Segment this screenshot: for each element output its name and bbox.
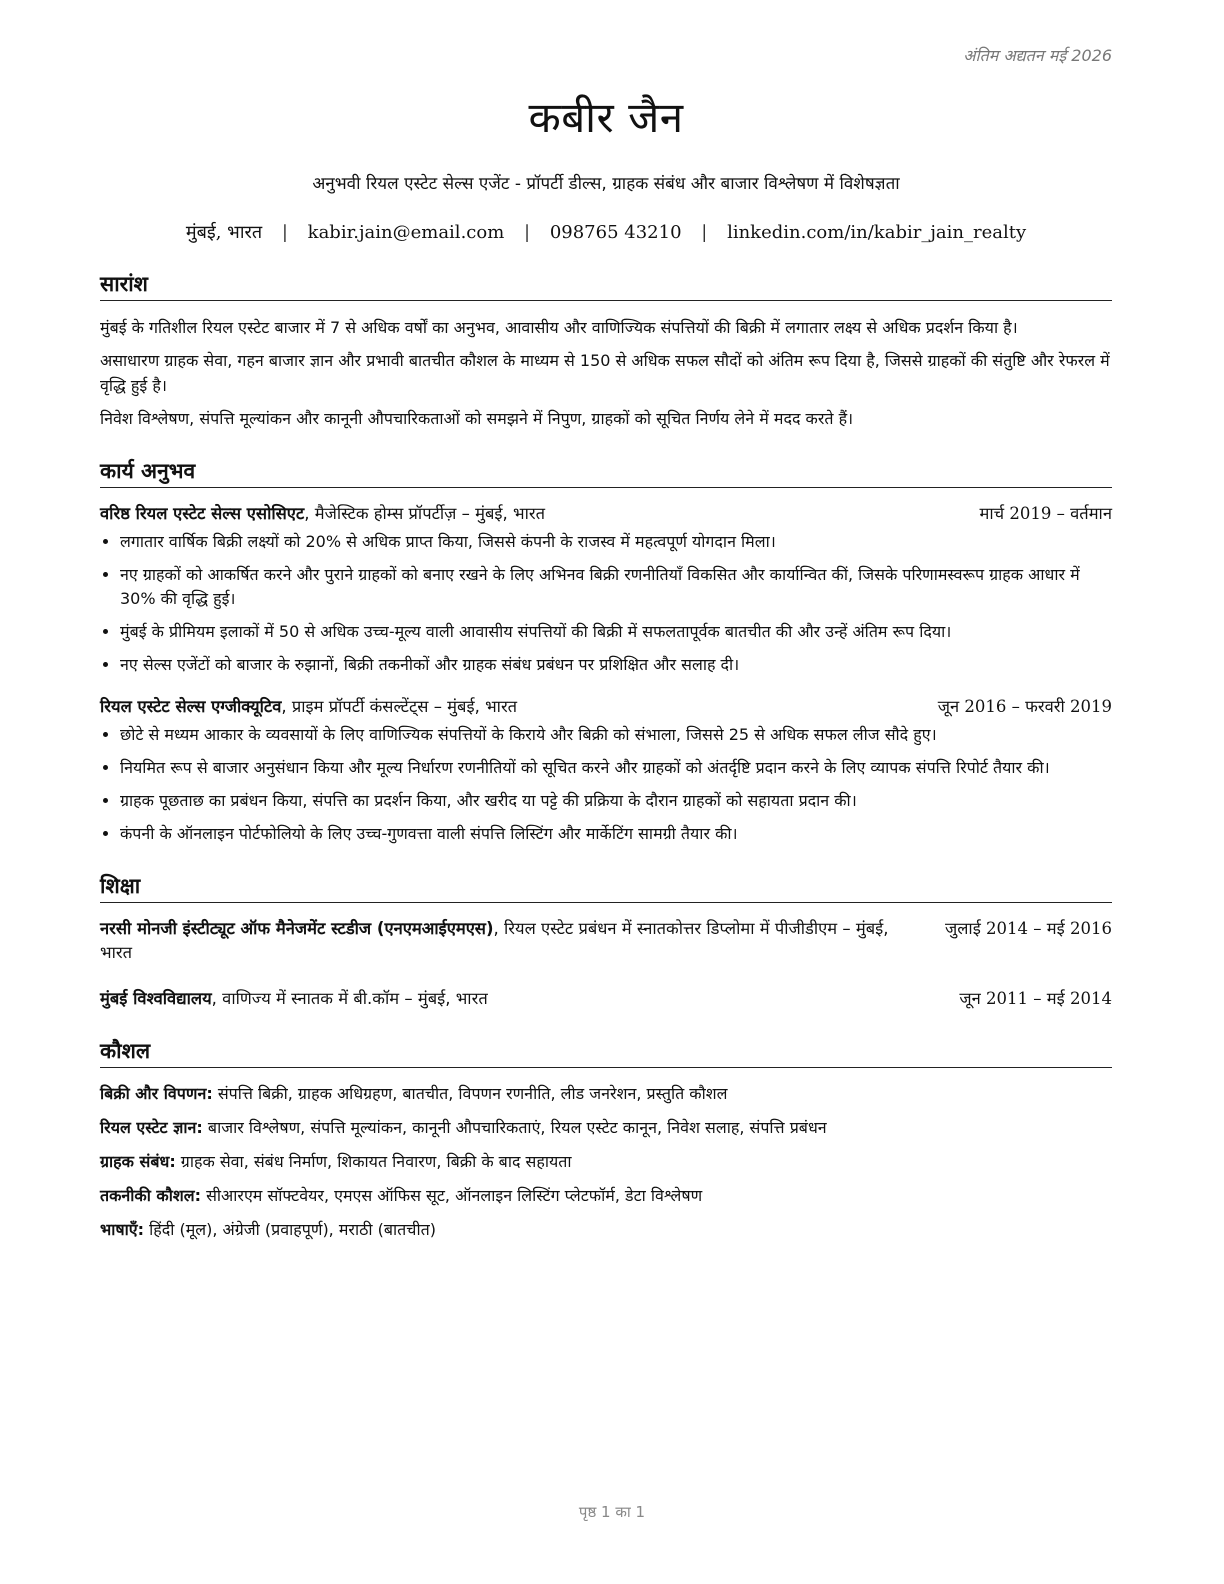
contact-line [100, 220, 1112, 244]
skill-row [100, 1116, 1112, 1140]
skill-row [100, 1150, 1112, 1174]
skill-row [100, 1218, 1112, 1242]
skills-section [100, 1082, 1112, 1242]
skill-row [100, 1184, 1112, 1208]
contact-separator: | [701, 222, 708, 243]
skills-heading: कौशल [100, 1037, 1112, 1068]
headline: अनुभवी रियल एस्टेट सेल्स एजेंट - प्रॉपर्टी डील्स, ग्राहक संबंध और बाजार विश्लेषण में विशेषज्ञता [312, 174, 900, 194]
job-header [100, 695, 1112, 719]
job-bullets [100, 530, 1112, 677]
contact-phone[interactable]: 098765 43210 [549, 222, 682, 243]
job-entry [100, 502, 1112, 677]
summary-paragraph: निवेश विश्लेषण, संपत्ति मूल्यांकन और कानूनी औपचारिकताओं को समझने में निपुण, ग्राहकों को सूचित निर्णय लेने में मदद करते हैं। [100, 409, 854, 428]
contact-separator: | [281, 222, 288, 243]
job-bullet: • नए सेल्स एजेंटों को बाजार के रुझानों, बिक्री तकनीकों और ग्राहक संबंध प्रबंधन पर प्रशिक्षित और सलाह दी। [120, 653, 1112, 677]
summary-paragraph: मुंबई के गतिशील रियल एस्टेट बाजार में 7 से अधिक वर्षों का अनुभव, आवासीय और वाणिज्यिक संपत्तियों की बिक्री में लगातार लक्ष्य से अधिक प्रदर्शन किया है। [100, 318, 1018, 337]
job-bullet: • छोटे से मध्यम आकार के व्यवसायों के लिए वाणिज्यिक संपत्तियों के किराये और बिक्री को संभाला, जिससे 25 से अधिक सफल लीज सौदे हुए। [120, 723, 1112, 747]
job-title: रियल एस्टेट सेल्स एग्जीक्यूटिव [100, 697, 282, 716]
contact-separator: | [524, 222, 531, 243]
education-detail: , रियल एस्टेट प्रबंधन में स्नातकोत्तर डिप्लोमा में पीजीडीएम – मुंबई, भारत [100, 919, 889, 962]
education-institution: नरसी मोनजी इंस्टीट्यूट ऑफ मैनेजमेंट स्टडीज (एनएमआईएमएस) [100, 919, 494, 938]
job-company: , प्राइम प्रॉपर्टी कंसल्टेंट्स – मुंबई, भारत [281, 697, 518, 716]
skill-label: ग्राहक संबंध: [100, 1152, 176, 1171]
summary-paragraph: असाधारण ग्राहक सेवा, गहन बाजार ज्ञान और प्रभावी बातचीत कौशल के माध्यम से 150 से अधिक सफल सौदों को अंतिम रूप दिया है, जिससे ग्राहकों की संतुष्टि और रेफरल में वृद्धि हुई है। [100, 351, 1110, 395]
job-header [100, 502, 1112, 526]
job-bullet: • लगातार वार्षिक बिक्री लक्ष्यों को 20% से अधिक प्राप्त किया, जिससे कंपनी के राजस्व में महत्वपूर्ण योगदान मिला। [120, 530, 1112, 554]
summary-section [100, 315, 1112, 431]
job-dates: जून 2016 – फरवरी 2019 [937, 697, 1112, 716]
experience-heading: कार्य अनुभव [100, 457, 1112, 488]
skill-value: हिंदी (मूल), अंग्रेजी (प्रवाहपूर्ण), मराठी (बातचीत) [144, 1220, 436, 1239]
education-heading: शिक्षा [100, 872, 1112, 903]
education-description [100, 987, 488, 1011]
education-entry [100, 987, 1112, 1011]
education-description [100, 917, 905, 965]
education-detail: , वाणिज्य में स्नातक में बी.कॉम – मुंबई, भारत [211, 989, 488, 1008]
job-title-line [100, 695, 517, 719]
skill-label: भाषाएँ: [100, 1220, 145, 1239]
education-institution: मुंबई विश्वविद्यालय [100, 989, 212, 1008]
skill-label: रियल एस्टेट ज्ञान: [100, 1118, 203, 1137]
skill-row [100, 1082, 1112, 1106]
skill-label: बिक्री और विपणन: [100, 1084, 213, 1103]
job-title: वरिष्ठ रियल एस्टेट सेल्स एसोसिएट [100, 504, 305, 523]
page-number: पृष्ठ 1 का 1 [578, 1503, 646, 1521]
job-bullet: • नियमित रूप से बाजार अनुसंधान किया और मूल्य निर्धारण रणनीतियों को सूचित करने और ग्राहकों को अंतर्दृष्टि प्रदान करने के लिए व्यापक संपत्ति रिपोर्ट तैयार की। [120, 756, 1112, 780]
candidate-name: कबीर जैन [528, 93, 684, 142]
job-bullet: • नए ग्राहकों को आकर्षित करने और पुराने ग्राहकों को बनाए रखने के लिए अभिनव बिक्री रणनीतियाँ विकसित और कार्यान्वित कीं, जिसके परिणामस्वरूप ग्राहक आधार में 30% की वृद्धि हुई। [120, 563, 1112, 611]
skill-value: ग्राहक सेवा, संबंध निर्माण, शिकायत निवारण, बिक्री के बाद सहायता [175, 1152, 572, 1171]
education-dates: जून 2011 – मई 2014 [959, 989, 1112, 1008]
job-bullet: • कंपनी के ऑनलाइन पोर्टफोलियो के लिए उच्च-गुणवत्ता वाली संपत्ति लिस्टिंग और मार्केटिंग सामग्री तैयार की। [120, 822, 1112, 846]
education-entry [100, 917, 1112, 965]
job-entry [100, 695, 1112, 846]
last-updated: अंतिम अद्यतन मई 2026 [963, 46, 1112, 65]
contact-linkedin[interactable]: linkedin.com/in/kabir_jain_realty [727, 222, 1027, 243]
job-title-line [100, 502, 545, 526]
skill-value: बाजार विश्लेषण, संपत्ति मूल्यांकन, कानूनी औपचारिकताएं, रियल एस्टेट कानून, निवेश सलाह, संपत्ति प्रबंधन [202, 1118, 827, 1137]
skill-value: संपत्ति बिक्री, ग्राहक अधिग्रहण, बातचीत, विपणन रणनीति, लीड जनरेशन, प्रस्तुति कौशल [212, 1084, 728, 1103]
job-company: , मैजेस्टिक होम्स प्रॉपर्टीज़ – मुंबई, भारत [304, 504, 546, 523]
skill-label: तकनीकी कौशल: [100, 1186, 201, 1205]
education-dates: जुलाई 2014 – मई 2016 [945, 919, 1112, 938]
skill-value: सीआरएम सॉफ्टवेयर, एमएस ऑफिस सूट, ऑनलाइन लिस्टिंग प्लेटफॉर्म, डेटा विश्लेषण [201, 1186, 703, 1205]
job-bullet: • मुंबई के प्रीमियम इलाकों में 50 से अधिक उच्च-मूल्य वाली आवासीय संपत्तियों की बिक्री में सफलतापूर्वक बातचीत की और उन्हें अंतिम रूप दिया। [120, 620, 1112, 644]
contact-location: मुंबई, भारत [185, 222, 263, 243]
job-bullet: • ग्राहक पूछताछ का प्रबंधन किया, संपत्ति का प्रदर्शन किया, और खरीद या पट्टे की प्रक्रिया के दौरान ग्राहकों को सहायता प्रदान की। [120, 789, 1112, 813]
contact-email[interactable]: kabir.jain@email.com [307, 222, 505, 243]
job-dates: मार्च 2019 – वर्तमान [979, 504, 1112, 523]
summary-heading: सारांश [100, 270, 1112, 301]
job-bullets [100, 723, 1112, 846]
